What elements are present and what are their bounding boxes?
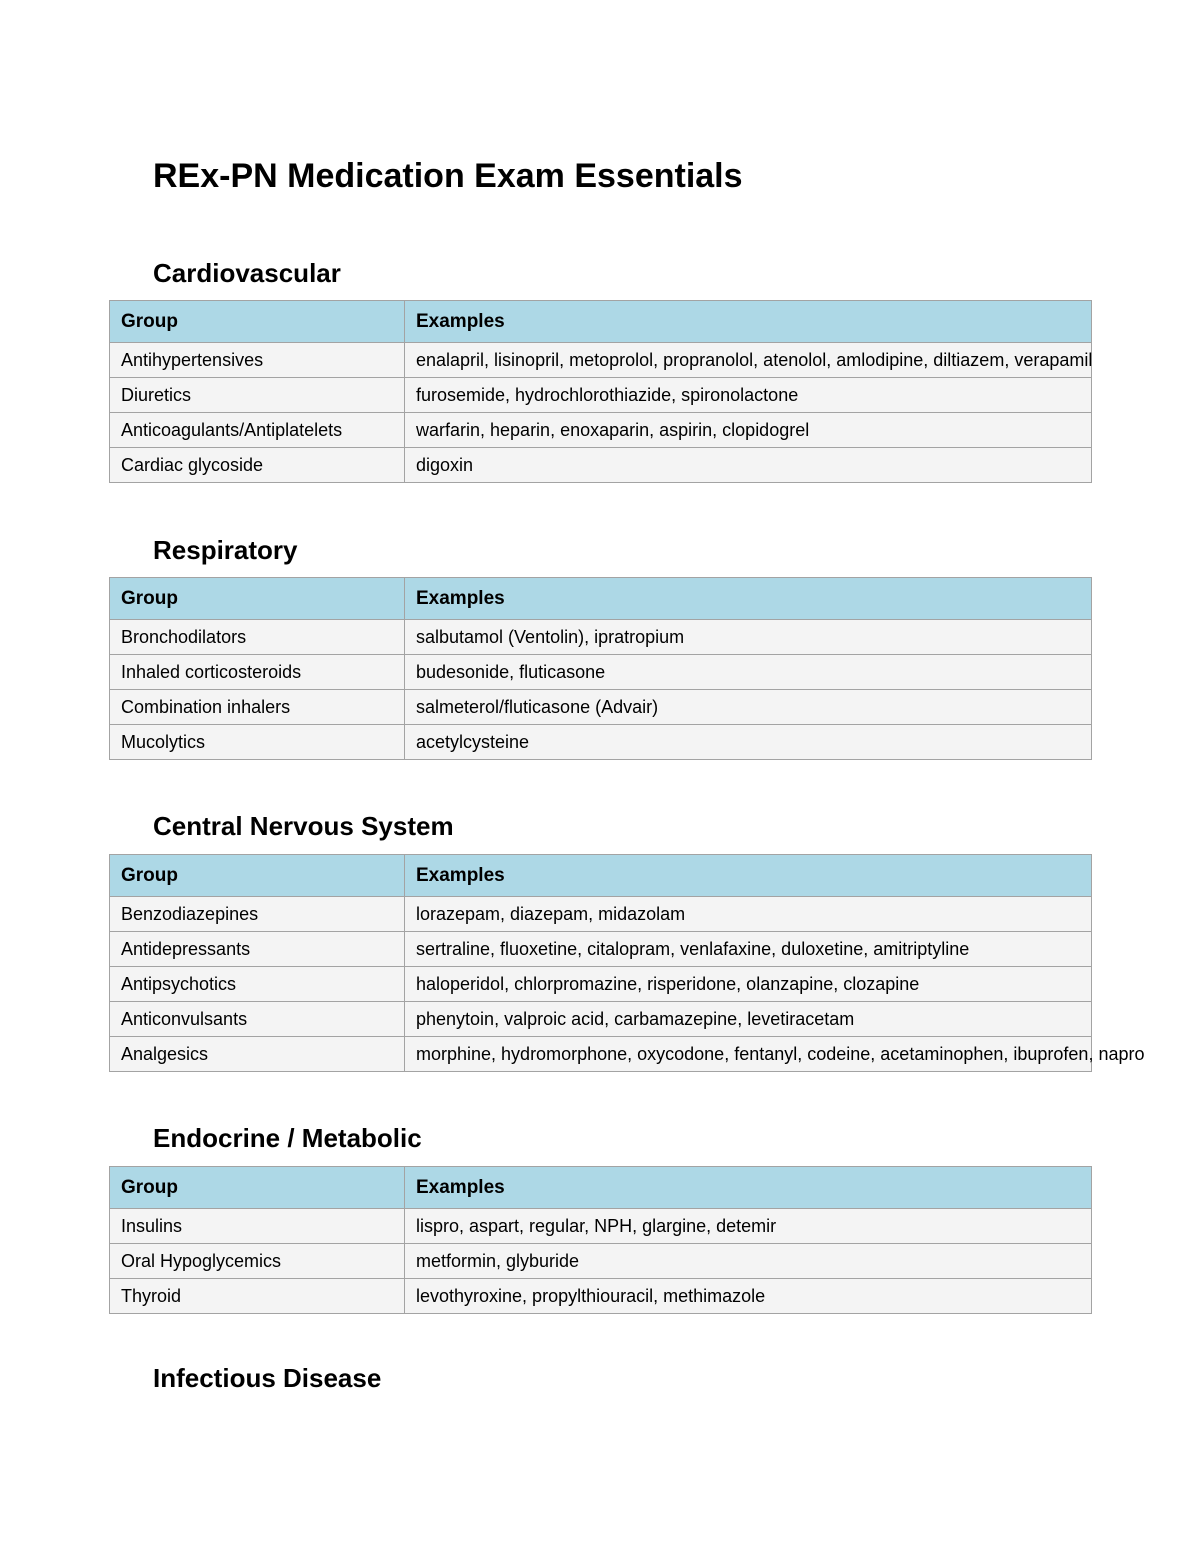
table-header-row xyxy=(110,1167,1092,1209)
cell-group: Analgesics xyxy=(110,1037,405,1072)
table-header-row xyxy=(110,301,1092,343)
cell-examples: haloperidol, chlorpromazine, risperidone, olanzapine, clozapine xyxy=(405,967,1092,1002)
cell-examples: digoxin xyxy=(405,448,1092,483)
table-respiratory xyxy=(109,577,1092,760)
column-header-group: Group xyxy=(110,855,405,897)
section-heading-cns: Central Nervous System xyxy=(153,811,454,841)
cell-group: Anticonvulsants xyxy=(110,1002,405,1037)
table-row xyxy=(110,378,1092,413)
cell-group: Mucolytics xyxy=(110,725,405,760)
table-cardiovascular xyxy=(109,300,1092,483)
cell-group: Inhaled corticosteroids xyxy=(110,655,405,690)
table-endocrine-metabolic xyxy=(109,1166,1092,1314)
section-heading-endocrine-metabolic: Endocrine / Metabolic xyxy=(153,1123,422,1153)
cell-group: Cardiac glycoside xyxy=(110,448,405,483)
table-cns xyxy=(109,854,1145,1072)
table-row xyxy=(110,1002,1092,1037)
table-row xyxy=(110,725,1092,760)
cell-group: Insulins xyxy=(110,1209,405,1244)
table-row xyxy=(110,1209,1092,1244)
table-row xyxy=(110,343,1092,378)
cell-examples: salbutamol (Ventolin), ipratropium xyxy=(405,620,1092,655)
column-header-examples: Examples xyxy=(405,301,1092,343)
table-row xyxy=(110,448,1092,483)
table-row xyxy=(110,655,1092,690)
table-row xyxy=(110,967,1092,1002)
table-row xyxy=(110,620,1092,655)
cell-group: Combination inhalers xyxy=(110,690,405,725)
section-heading-infectious-disease: Infectious Disease xyxy=(153,1363,382,1393)
cell-examples: levothyroxine, propylthiouracil, methimazole xyxy=(405,1279,1092,1314)
column-header-group: Group xyxy=(110,1167,405,1209)
cell-group: Anticoagulants/Antiplatelets xyxy=(110,413,405,448)
column-header-group: Group xyxy=(110,301,405,343)
table-header-row xyxy=(110,578,1092,620)
table-row xyxy=(110,897,1092,932)
cell-examples: salmeterol/fluticasone (Advair) xyxy=(405,690,1092,725)
table-row xyxy=(110,932,1092,967)
cell-group: Thyroid xyxy=(110,1279,405,1314)
table-row xyxy=(110,413,1092,448)
column-header-group: Group xyxy=(110,578,405,620)
column-header-examples: Examples xyxy=(405,855,1092,897)
section-heading-cardiovascular: Cardiovascular xyxy=(153,258,341,288)
table-row xyxy=(110,1279,1092,1314)
column-header-examples: Examples xyxy=(405,1167,1092,1209)
cell-examples: budesonide, fluticasone xyxy=(405,655,1092,690)
cell-group: Diuretics xyxy=(110,378,405,413)
cell-examples: acetylcysteine xyxy=(405,725,1092,760)
document-title: REx-PN Medication Exam Essentials xyxy=(153,157,743,195)
cell-group: Antihypertensives xyxy=(110,343,405,378)
cell-group: Bronchodilators xyxy=(110,620,405,655)
cell-examples: morphine, hydromorphone, oxycodone, fentanyl, codeine, acetaminophen, ibuprofen, napro xyxy=(405,1037,1092,1072)
cell-examples: warfarin, heparin, enoxaparin, aspirin, clopidogrel xyxy=(405,413,1092,448)
cell-group: Antipsychotics xyxy=(110,967,405,1002)
table-header-row xyxy=(110,855,1092,897)
cell-group: Antidepressants xyxy=(110,932,405,967)
cell-examples: furosemide, hydrochlorothiazide, spironolactone xyxy=(405,378,1092,413)
section-heading-respiratory: Respiratory xyxy=(153,535,298,565)
table-row xyxy=(110,690,1092,725)
table-row xyxy=(110,1037,1092,1072)
cell-examples: lorazepam, diazepam, midazolam xyxy=(405,897,1092,932)
cell-examples: lispro, aspart, regular, NPH, glargine, detemir xyxy=(405,1209,1092,1244)
cell-examples: sertraline, fluoxetine, citalopram, venlafaxine, duloxetine, amitriptyline xyxy=(405,932,1092,967)
cell-examples: enalapril, lisinopril, metoprolol, propranolol, atenolol, amlodipine, diltiazem, verapamil xyxy=(405,343,1092,378)
cell-group: Benzodiazepines xyxy=(110,897,405,932)
table-row xyxy=(110,1244,1092,1279)
column-header-examples: Examples xyxy=(405,578,1092,620)
cell-examples: phenytoin, valproic acid, carbamazepine, levetiracetam xyxy=(405,1002,1092,1037)
cell-examples: metformin, glyburide xyxy=(405,1244,1092,1279)
cell-group: Oral Hypoglycemics xyxy=(110,1244,405,1279)
